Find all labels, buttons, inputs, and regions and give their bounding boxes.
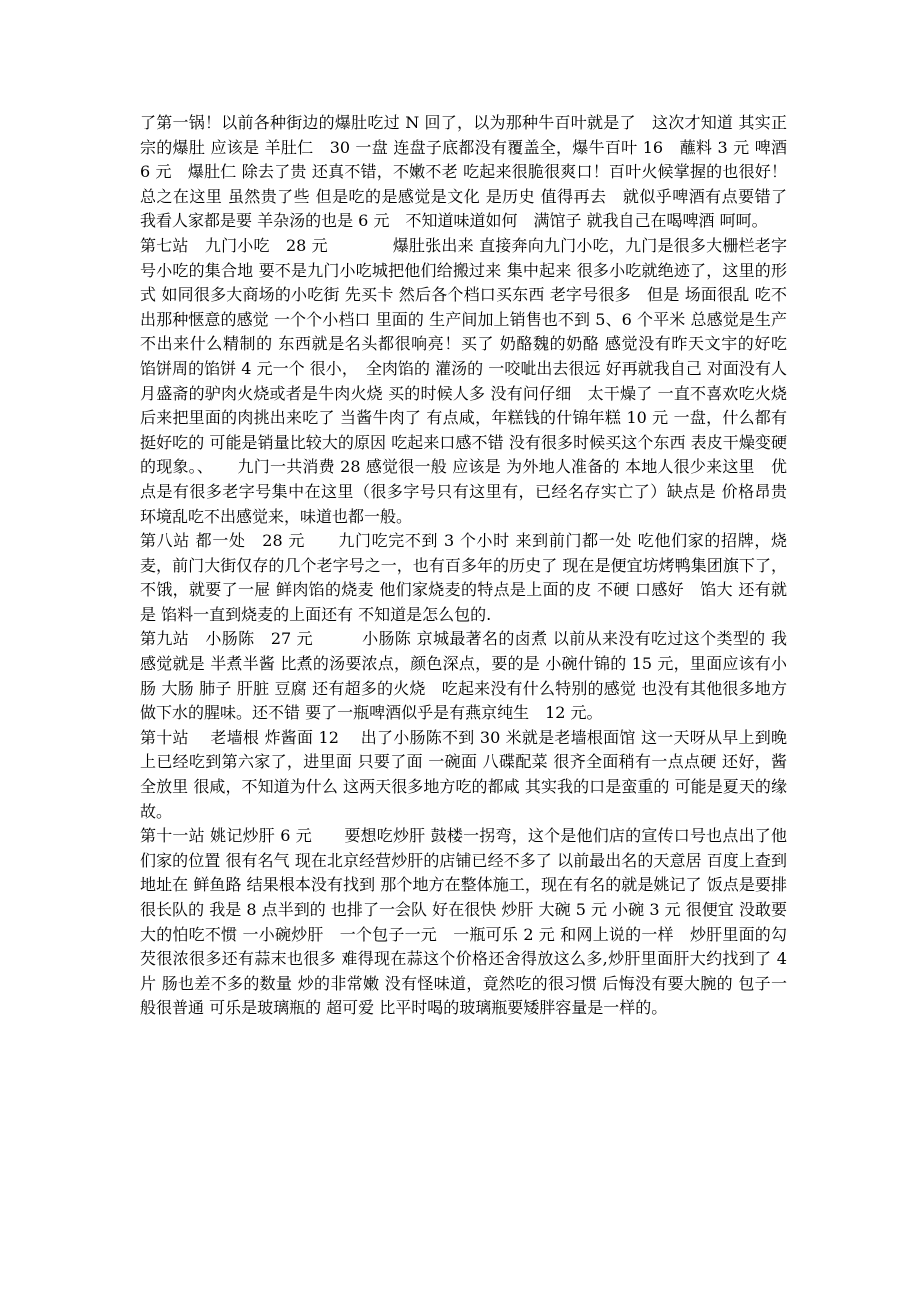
paragraph-station-10: 第十站 老墙根 炸酱面 12 出了小肠陈不到 30 米就是老墙根面馆 这一天呀从早上到晚上已经吃到第六家了，进里面 只要了面 一碗面 八碟配菜 很齐全面稍有一点点硬 还好，酱全放里 很咸，不知道为什么 这两天很多地方吃的都咸 其实我的口是蛮重的 可能是夏天的缘故。: [140, 727, 787, 821]
document-page: [140, 111, 804, 1021]
paragraph-station-7: 第七站 九门小吃 28 元 爆肚张出来 直接奔向九门小吃，九门是很多大栅栏老字号小吃的集合地 要不是九门小吃城把他们给搬过来 集中起来 很多小吃就绝迹了，这里的形式 如同很多大商场的小吃街 先买卡 然后各个档口买东西 老字号很多 但是 场面很乱 吃不出那种惬意的感觉 一个个小档口 里面的 生产间加上销售也不到 5、6 个平米 总感觉是生产不出来什么精制的 东西就是名头都很响亮！买了 奶酪魏的奶酪 感觉没有昨天文宇的好吃 馅饼周的馅饼 4 元一个 很小， 全肉馅的 灌汤的 一咬呲出去很远 好再就我自己 对面没有人 月盛斋的驴肉火烧或者是牛肉火烧 买的时候人多 没有问仔细 太干燥了 一直不喜欢吃火烧 后来把里面的肉挑出来吃了 当酱牛肉了 有点咸，年糕钱的什锦年糕 10 元 一盘，什么都有 挺好吃的 可能是销量比较大的原因 吃起来口感不错 没有很多时候买这个东西 表皮干燥变硬的现象。、 九门一共消费 28 感觉很一般 应该是 为外地人准备的 本地人很少来这里 优点是有很多老字号集中在这里（很多字号只有这里有，已经名存实亡了）缺点是 价格昂贵 环境乱吃不出感觉来，味道也都一般。: [140, 235, 804, 526]
paragraph-station-8: 第八站 都一处 28 元 九门吃完不到 3 个小时 来到前门都一处 吃他们家的招牌，烧麦，前门大街仅存的几个老字号之一，也有百多年的历史了 现在是便宜坊烤鸭集团旗下了，不饿，就要了一屉 鲜肉馅的烧麦 他们家烧麦的特点是上面的皮 不硬 口感好 馅大 还有就是 馅料一直到烧麦的上面还有 不知道是怎么包的.: [140, 531, 787, 624]
paragraph-continuation: 了第一锅！以前各种街边的爆肚吃过 N 回了，以为那种牛百叶就是了 这次才知道 其实正宗的爆肚 应该是 羊肚仁 30 一盘 连盘子底都没有覆盖全，爆牛百叶 16 蘸料 3 元 啤酒 6 元 爆肚仁 除去了贵 还真不错，不嫩不老 吃起来很脆很爽口！百叶火候掌握的也很好！总之在这里 虽然贵了些 但是吃的是感觉是文化 是历史 值得再去 就似乎啤酒有点要错了 我看人家都是要 羊杂汤的也是 6 元 不知道味道如何 满馆子 就我自己在喝啤酒 呵呵。: [140, 113, 787, 231]
paragraph-station-11: 第十一站 姚记炒肝 6 元 要想吃炒肝 鼓楼一拐弯，这个是他们店的宣传口号也点出了他们家的位置 很有名气 现在北京经营炒肝的店铺已经不多了 以前最出名的天意居 百度上查到地址在 鲜鱼路 结果根本没有找到 那个地方在整体施工，现在有名的就是姚记了 饭点是要排很长队的 我是 8 点半到的 也排了一会队 好在很快 炒肝 大碗 5 元 小碗 3 元 很便宜 没敢要大的怕吃不惯 一小碗炒肝 一个包子一元 一瓶可乐 2 元 和网上说的一样 炒肝里面的勾芡很浓很多还有蒜末也很多 难得现在蒜这个价格还舍得放这么多,炒肝里面肝大约找到了 4 片 肠也差不多的数量 炒的非常嫩 没有怪味道，竟然吃的很习惯 后悔没有要大腕的 包子一般很普通 可乐是玻璃瓶的 超可爱 比平时喝的玻璃瓶要矮胖容量是一样的。: [140, 826, 787, 1018]
paragraph-station-9: 第九站 小肠陈 27 元 小肠陈 京城最著名的卤煮 以前从来没有吃过这个类型的 我感觉就是 半煮半酱 比煮的汤要浓点，颜色深点，要的是 小碗什锦的 15 元，里面应该有小肠 大肠 肺子 肝脏 豆腐 还有超多的火烧 吃起来没有什么特别的感觉 也没有其他很多地方做下水的腥味。还不错 要了一瓶啤酒似乎是有燕京纯生 12 元。: [140, 629, 787, 723]
